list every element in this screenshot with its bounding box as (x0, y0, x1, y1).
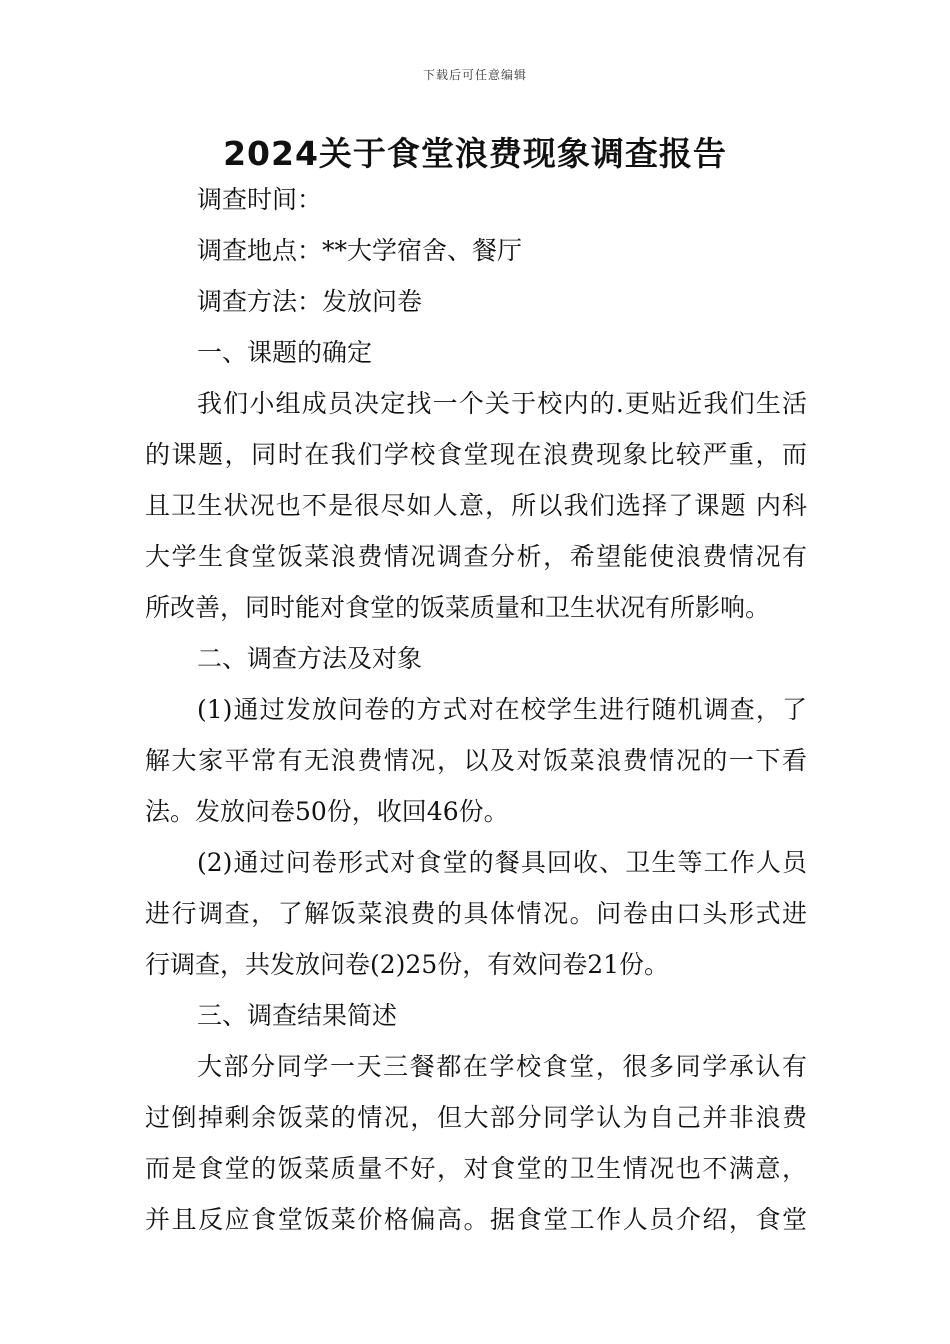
survey-method: 调查方法：发放问卷 (197, 287, 423, 316)
paragraph-line: 的课题，同时在我们学校食堂现在浪费现象比较严重，而 (145, 440, 807, 469)
section-heading-1: 一、课题的确定 (197, 338, 373, 367)
paragraph-line: 而是食堂的饭菜质量不好，对食堂的卫生情况也不满意， (145, 1154, 807, 1183)
paragraph-line: 法。发放问卷50份，收回46份。 (145, 797, 509, 826)
paragraph-line: 且卫生状况也不是很尽如人意，所以我们选择了课题 内科 (145, 491, 807, 520)
paragraph-line: (1)通过发放问卷的方式对在校学生进行随机调查，了 (197, 695, 807, 724)
paragraph-line: 解大家平常有无浪费情况，以及对饭菜浪费情况的一下看 (145, 746, 807, 775)
section-heading-3: 三、调查结果简述 (197, 1001, 398, 1030)
paragraph-line: 并且反应食堂饭菜价格偏高。据食堂工作人员介绍，食堂 (145, 1205, 807, 1234)
survey-place: 调查地点：**大学宿舍、餐厅 (197, 236, 523, 265)
survey-time: 调查时间： (197, 185, 323, 214)
paragraph-line: 过倒掉剩余饭菜的情况，但大部分同学认为自己并非浪费 (145, 1103, 807, 1132)
document-body (145, 174, 807, 1245)
paragraph-line: 大学生食堂饭菜浪费情况调查分析，希望能使浪费情况有 (145, 542, 807, 571)
paragraph-line: (2)通过问卷形式对食堂的餐具回收、卫生等工作人员 (197, 848, 807, 877)
document-title: 2024关于食堂浪费现象调查报告 (223, 134, 727, 173)
paragraph-line: 进行调查，了解饭菜浪费的具体情况。问卷由口头形式进 (145, 899, 807, 928)
section-heading-2: 二、调查方法及对象 (197, 644, 423, 673)
paragraph-line: 所改善，同时能对食堂的饭菜质量和卫生状况有所影响。 (145, 593, 771, 622)
paragraph-line: 大部分同学一天三餐都在学校食堂，很多同学承认有 (197, 1052, 807, 1081)
paragraph-line: 我们小组成员决定找一个关于校内的.更贴近我们生活 (197, 389, 807, 418)
header-note: 下载后可任意编辑 (422, 68, 527, 82)
paragraph-line: 行调查，共发放问卷(2)25份，有效问卷21份。 (145, 950, 670, 979)
